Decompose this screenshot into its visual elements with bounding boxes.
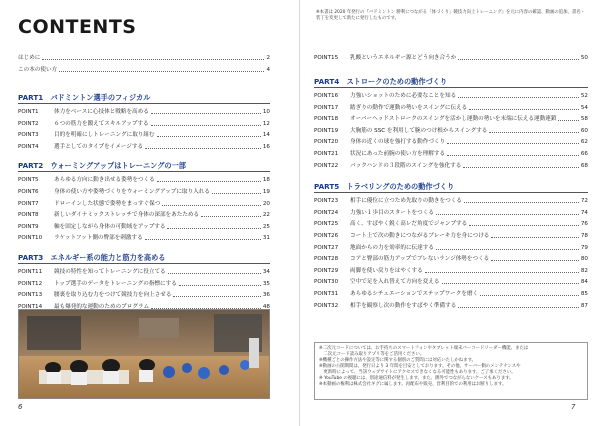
entry-title: 踏ぎりの動作で運動の勢いをスイングに伝える <box>350 104 468 111</box>
point-label: POINT5 <box>18 177 39 184</box>
toc-entry-intro[interactable] <box>18 65 270 73</box>
toc-entry[interactable] <box>314 254 588 262</box>
training-photo <box>18 309 270 399</box>
toc-entry[interactable] <box>18 222 270 230</box>
leader-dots <box>442 283 579 284</box>
page-ref: 80 <box>580 256 588 263</box>
page-ref: 16 <box>262 143 270 150</box>
entry-title: コート上で次の動きにつながるブレーキ力を身につける <box>350 233 490 239</box>
leader-dots <box>145 148 261 149</box>
leader-dots <box>491 260 579 261</box>
toc-entry[interactable] <box>314 149 588 157</box>
point-label: POINT2 <box>18 120 39 127</box>
point-label: POINT22 <box>314 162 339 169</box>
page-ref: 85 <box>580 291 588 297</box>
page-ref: 79 <box>580 244 588 251</box>
point-label: POINT8 <box>18 212 39 219</box>
point-label: POINT1 <box>18 109 39 115</box>
part-heading-3: PART3 エネルギー系の能力と筋力を高める <box>18 253 166 262</box>
toc-entry[interactable] <box>314 53 588 61</box>
page-ref: 19 <box>262 189 270 195</box>
page-ref: 74 <box>580 209 588 216</box>
leader-dots <box>167 228 260 229</box>
point-label: POINT28 <box>314 256 339 263</box>
page-ref: 14 <box>262 132 270 139</box>
entry-title: 新しいダイナミックストレッチで身体の深部をあたためる <box>54 212 200 219</box>
toc-entry[interactable] <box>314 103 588 111</box>
entry-title: 軸を固定しながら身体の可動域をアップする <box>54 223 166 230</box>
entry-title: ラケットフット側の臀部を刺激する <box>54 235 143 242</box>
point-label: POINT27 <box>314 244 339 251</box>
page-ref: 25 <box>262 223 270 230</box>
toc-entry[interactable] <box>314 289 588 297</box>
toc-entry[interactable] <box>18 290 270 298</box>
notice-line: ※ YouTube の視聴には、別途通信料が発生します。また、圏外でつながらないケースもあります。 <box>319 375 514 381</box>
toc-entry-intro[interactable] <box>18 53 270 61</box>
page-ref: 62 <box>580 139 588 146</box>
entry-title: 体力をベースに心技体と戦略を高める <box>54 109 149 115</box>
page-ref: 36 <box>262 292 270 299</box>
point-label: POINT9 <box>18 223 39 230</box>
point-label: POINT21 <box>314 151 339 157</box>
point-label: POINT19 <box>314 127 339 134</box>
page-ref: 58 <box>580 116 588 123</box>
entry-title: オーバーヘッドストロークのスイングを活かし運動の勢いを末端に伝える運動連鎖 <box>350 116 557 123</box>
part-rule <box>18 263 270 264</box>
leader-dots <box>489 132 578 133</box>
leader-dots <box>558 120 578 121</box>
toc-entry[interactable] <box>314 231 588 239</box>
leader-dots <box>168 273 261 274</box>
toc-entry[interactable] <box>314 114 588 122</box>
leader-dots <box>157 181 261 182</box>
entry-title: あらゆるシチュエーションでステップワークを磨く <box>350 291 479 297</box>
toc-entry[interactable] <box>314 208 588 216</box>
part-rule <box>314 192 588 193</box>
leader-dots <box>458 59 579 60</box>
entry-title: 選手としてのタイプをイメージする <box>54 143 144 150</box>
page-ref: 31 <box>262 235 270 242</box>
leader-dots <box>480 295 579 296</box>
page-ref: 2 <box>266 55 270 61</box>
toc-entry[interactable] <box>18 130 270 138</box>
point-label: POINT32 <box>314 302 339 309</box>
page-ref: 78 <box>580 233 588 239</box>
page-ref: 52 <box>580 93 588 99</box>
page-ref: 10 <box>262 109 270 115</box>
entry-title: 身体の使い方や姿勢づくりをウォーミングアップに取り入れる <box>54 189 210 195</box>
toc-entry[interactable] <box>314 126 588 134</box>
leader-dots <box>157 136 261 137</box>
page-ref: 20 <box>262 200 270 207</box>
page-ref: 4 <box>266 66 270 73</box>
leader-dots <box>151 125 261 126</box>
point-label: POINT18 <box>314 116 339 123</box>
page-ref: 12 <box>262 120 270 127</box>
toc-entry[interactable] <box>314 161 588 169</box>
toc-entry[interactable] <box>314 243 588 251</box>
leader-dots <box>425 272 579 273</box>
entry-title: 高く、すばやく鋭く高レだ角度でジャンプする <box>350 221 468 228</box>
point-label: POINT15 <box>314 55 339 61</box>
page-ref: 35 <box>262 280 270 287</box>
leader-dots <box>179 285 261 286</box>
toc-entry[interactable] <box>18 279 270 287</box>
leader-dots <box>59 71 264 72</box>
leader-dots <box>458 307 579 308</box>
point-label: POINT17 <box>314 104 339 111</box>
page-ref: 87 <box>580 302 588 309</box>
page-ref: 22 <box>262 212 270 219</box>
page-title: CONTENTS <box>18 16 137 38</box>
qr-notice <box>314 342 588 400</box>
page-ref: 50 <box>580 55 588 61</box>
point-label: POINT26 <box>314 233 339 239</box>
page-ref: 34 <box>262 269 270 275</box>
toc-entry[interactable] <box>314 196 588 204</box>
leader-dots <box>436 249 579 250</box>
toc-entry[interactable] <box>18 187 270 195</box>
leader-dots <box>447 155 579 156</box>
leader-dots <box>463 167 579 168</box>
edition-notice: ※本書は 2020 年発行の『バドミントン 勝利につながる「体づくり」競技力向上トレーニング』を元に内容の確認、動画の追加、書名・装丁を変更して新たに発行したものです。 <box>316 10 586 21</box>
page-ref: 54 <box>580 104 588 111</box>
toc-entry[interactable] <box>18 175 270 183</box>
point-label: POINT23 <box>314 198 339 205</box>
part-heading-2: PART2 ウォーミングアップはトレーニングの一部 <box>18 161 186 171</box>
toc-entry[interactable] <box>18 107 270 115</box>
page-ref: 66 <box>580 151 588 157</box>
point-label: POINT31 <box>314 291 339 297</box>
page-number-right: 7 <box>571 403 576 411</box>
toc-entry[interactable] <box>314 137 588 145</box>
toc-entry[interactable] <box>18 119 270 127</box>
entry-title: ６つの筋力を鍛えてスキルアップする <box>54 120 149 127</box>
part-heading-1: PART1 バドミントン選手のフィジカル <box>18 93 151 102</box>
page-number-left: 6 <box>18 403 23 411</box>
point-label: POINT6 <box>18 189 39 195</box>
leader-dots <box>212 193 261 194</box>
entry-title: あらゆる方向に動き出せる姿勢をつくる <box>54 177 155 184</box>
part-heading-5: PART5 トラベリングのための動作づくり <box>314 182 455 192</box>
leader-dots <box>151 113 261 114</box>
entry-title: 相手を観察し次の動作をすばやく準備する <box>350 302 457 309</box>
point-label: POINT29 <box>314 267 339 274</box>
leader-dots <box>469 225 579 226</box>
part-rule <box>314 87 588 88</box>
leader-dots <box>145 239 261 240</box>
entry-title: 力強いショットのために必要なことを知る <box>350 93 457 99</box>
leader-dots <box>201 216 261 217</box>
page-ref: 18 <box>262 177 270 184</box>
leader-dots <box>42 59 264 60</box>
toc-entry[interactable] <box>314 266 588 274</box>
point-label: POINT11 <box>18 269 43 275</box>
page-ref: 84 <box>580 279 588 286</box>
point-label: POINT10 <box>18 235 43 242</box>
toc-entry[interactable] <box>314 91 588 99</box>
toc-entry[interactable] <box>18 142 270 150</box>
toc-entry[interactable] <box>18 210 270 218</box>
notice-line: 更新時によって、当該ウェブサイトにアクセスできなくなる可能性もあります。ご了承ください。 <box>319 369 516 375</box>
entry-title: 大胸筋の SSC を利用して腕のつけ根からスイングする <box>350 127 488 134</box>
notice-line: ※本動画の権利は株式会社ギグに属します。再配布や販売、営利目的での利用はお断りします。 <box>319 381 507 387</box>
notice-line: 二次元コード読み取りアプリ等をご活用ください。 <box>319 351 425 357</box>
leader-dots <box>464 202 579 203</box>
leader-dots <box>469 109 579 110</box>
notice-line: ※動画の公開期間は、発行日より 3 年間を目安としております。その他、サーバー側のメンテナンスや <box>319 363 521 369</box>
point-label: POINT16 <box>314 93 339 99</box>
entry-title: 空中で足を入れ替えて方向を変える <box>350 279 440 286</box>
leader-dots <box>162 205 261 206</box>
entry-title: 状況にあった前腕の使い方を理解する <box>350 151 446 157</box>
leader-dots <box>458 97 579 98</box>
toc-entry[interactable] <box>314 219 588 227</box>
entry-title: 最も爆発的な運動のためのプログラム <box>54 303 150 310</box>
entry-title: 目的を明確にしトレーニングに取り組む <box>54 132 155 139</box>
entry-title: 腰裏を取り込む力をつけて競技力を向上させる <box>54 292 172 299</box>
part-rule <box>18 103 270 104</box>
entry-title: 相手に優位に立つため先取りの動きをつくる <box>350 198 462 205</box>
notice-line: ※機種ごとの操作方法や設定等に関する個別のご質問には対応いたしかねます。 <box>319 357 477 363</box>
toc-entry[interactable] <box>18 199 270 207</box>
toc-entry[interactable] <box>18 267 270 275</box>
entry-title: 力強い１歩目のスタートをつくる <box>350 209 434 216</box>
page-ref: 76 <box>580 221 588 228</box>
right-page <box>300 0 600 426</box>
leader-dots <box>436 214 579 215</box>
page-ref: 82 <box>580 267 588 274</box>
point-label: POINT24 <box>314 209 339 216</box>
point-label: POINT3 <box>18 132 39 139</box>
entry-title: 乳酸というエネルギー源とどう向き合うか <box>350 55 457 61</box>
point-label: POINT20 <box>314 139 339 146</box>
entry-title: 両脚を使い戻りをはやくする <box>350 267 423 274</box>
entry-title: トップ選手のデータをトレーニングの指標にする <box>54 280 177 287</box>
toc-entry[interactable] <box>18 233 270 241</box>
entry-title: ドローインした状態で姿勢をまっすぐ保つ <box>54 200 161 207</box>
entry-title: バックハンドの３段階のスイングを強化する <box>350 162 462 169</box>
entry-title: コアと臀部の筋力アップでブレないランジ体勢をつくる <box>350 256 490 263</box>
notice-line: ※二次元コードについては、お手持ちのスマートフォンやタブレット端末バーコードリーダー機能、または <box>319 346 529 351</box>
point-label: POINT7 <box>18 200 39 207</box>
page-ref: 60 <box>580 127 588 134</box>
entry-title: はじめに <box>18 55 41 61</box>
leader-dots <box>491 237 578 238</box>
point-label: POINT12 <box>18 280 43 287</box>
point-label: POINT30 <box>314 279 339 286</box>
page-ref: 72 <box>580 198 588 205</box>
entry-title: この本の使い方 <box>18 66 58 73</box>
toc-entry[interactable] <box>314 301 588 309</box>
toc-entry[interactable] <box>314 277 588 285</box>
point-label: POINT13 <box>18 292 43 299</box>
leader-dots <box>173 296 260 297</box>
part-heading-4: PART4 ストロークのための動作づくり <box>314 77 448 86</box>
page-ref: 68 <box>580 162 588 169</box>
point-label: POINT14 <box>18 303 43 310</box>
entry-title: 身体の近くの球を強打する動作づくり <box>350 139 446 146</box>
entry-title: 競技の特性を知ってトレーニングに役立てる <box>54 269 166 275</box>
entry-title: 地面からの力を効率的に伝達する <box>350 244 434 251</box>
page-ref: 48 <box>262 303 270 310</box>
point-label: POINT4 <box>18 143 39 150</box>
part-rule <box>18 171 270 172</box>
training-photo-image <box>19 310 269 398</box>
leader-dots <box>447 143 579 144</box>
point-label: POINT25 <box>314 221 339 228</box>
